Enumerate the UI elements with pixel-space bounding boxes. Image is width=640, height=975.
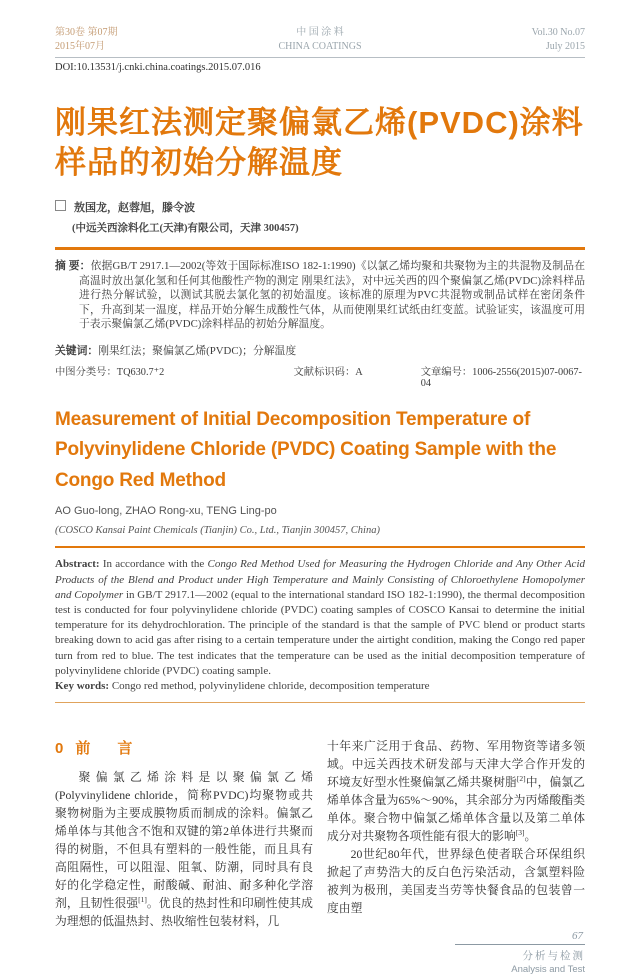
keywords-cn-text: 刚果红法；聚偏氯乙烯(PVDC)；分解温度 bbox=[98, 345, 297, 358]
keywords-en-label: Key words: bbox=[55, 679, 110, 692]
article-id: 文章编号：1006-2556(2015)07-0067-04 bbox=[420, 366, 582, 389]
abstract-cn bbox=[55, 259, 585, 332]
header-divider bbox=[55, 57, 585, 58]
header-date-cn: 2015年07月 bbox=[55, 41, 105, 52]
abstract-en-body: in GB/T 2917.1—2002 (equal to the international standard ISO 182-1:1990), the thermal decomposition test is conducted for four polyvinylidene chloride (PVDC) coating samples of COSCO Kansai to determine the initial temperature for its dehydrochloration. The principle of the standard is that the sample of PVC blend or product starts breaking down to acid gas after rising to a certain temperature under the airtight condition, making the Congo red paper turn from red to blue. The test indicates that the temperature can be used as the initial decomposition temperature of polyvinylidene chloride (PVDC) coating sample. bbox=[55, 588, 585, 677]
paragraph-intro-left: 聚偏氯乙烯涂料是以聚偏氯乙烯(Polyvinylidene chloride，简称PVDC)均聚物或共聚物树脂为主要成膜物质而制成的涂料。偏氯乙烯单体与其他含不饱和双键的第2单体进行共聚而得的树脂，不但具有塑料的一般性能，而且具有高阻隔性，可以阻湿、阻氧、防潮，同时具有良好的化学稳定性，耐酸碱、耐油、耐多种化学溶剂，且韧性很强[1]。优良的热封性和印刷性使其成为理想的低温热封、热收缩性包装材料，几 bbox=[55, 770, 313, 929]
abstract-en-standard-title: Congo Red Method Used for Measuring the Hydrogen Chloride and Any Other Acid Products of the Blend and Product under High Temperature and Mainly Consisting of Chloroethylene Homopolymer and Copolymer bbox=[55, 558, 585, 601]
clc-number: 中图分类号：TQ630.7⁺2 bbox=[55, 366, 165, 378]
abstract-en-top-rule bbox=[55, 546, 585, 548]
keywords-en bbox=[55, 679, 585, 694]
journal-name-en: CHINA COATINGS bbox=[278, 41, 362, 52]
authors-cn-row bbox=[55, 199, 585, 215]
keywords-cn bbox=[55, 344, 585, 359]
keywords-cn-label: 关键词： bbox=[55, 345, 99, 358]
paragraph-intro-right-continuation: 十年来广泛用于食品、药物、军用物资等诸多领域。中远关西技术研发部与天津大学合作开发的环境友好型水性聚偏氯乙烯共聚树脂[2]中，偏氯乙烯单体含量为65%～90%，其余部分为丙烯酸酯类单体。聚合物中偏氯乙烯单体含量以及第二单体成分对共聚物各项性能有很大的影响[3]。 bbox=[327, 739, 585, 844]
footer-divider bbox=[455, 944, 585, 945]
section-title: 前 言 bbox=[75, 740, 139, 758]
header-journal-name-block bbox=[232, 26, 409, 54]
affiliation-cn: (中远关西涂料化工(天津)有限公司，天津 300457) bbox=[72, 223, 299, 234]
footer-column-name-en: Analysis and Test bbox=[511, 964, 585, 975]
page-number: 67 bbox=[572, 930, 583, 943]
abstract-en bbox=[55, 557, 585, 679]
author-marker-square bbox=[55, 200, 66, 211]
abstract-cn-label: 摘 要： bbox=[55, 260, 91, 272]
body-columns bbox=[55, 737, 585, 930]
page-footer bbox=[435, 930, 585, 975]
meta-row bbox=[55, 363, 585, 389]
document-code: 文献标识码：A bbox=[293, 366, 363, 378]
header-volume-issue-en: Vol.30 No.07 bbox=[531, 27, 585, 38]
abstract-top-rule bbox=[55, 247, 585, 250]
authors-en: AO Guo-long, ZHAO Rong-xu, TENG Ling-po bbox=[55, 505, 277, 518]
keywords-bottom-rule bbox=[55, 702, 585, 703]
keywords-en-text: Congo red method, polyvinylidene chloride, decomposition temperature bbox=[109, 679, 430, 692]
paragraph-history: 20世纪80年代，世界绿色使者联合环保组织掀起了声势浩大的反白色污染活动，含氯塑料险被判为极刑，美国麦当劳等快餐食品的包装曾一度由塑 bbox=[327, 847, 585, 916]
body-column-left bbox=[55, 737, 313, 930]
header-vol-block bbox=[408, 26, 585, 54]
abstract-en-label: Abstract: bbox=[55, 558, 100, 571]
section-number: 0 bbox=[55, 740, 64, 758]
authors-cn: 敖国龙，赵蓉旭，滕令波 bbox=[74, 202, 195, 214]
header-date-en: July 2015 bbox=[545, 41, 585, 52]
header-volume-issue-cn: 第30卷 第07期 bbox=[55, 27, 118, 38]
section-heading-0 bbox=[55, 737, 313, 758]
affiliation-en: (COSCO Kansai Paint Chemicals (Tianjin) Co., Ltd., Tianjin 300457, China) bbox=[55, 525, 380, 537]
doi-line: DOI:10.13531/j.cnki.china.coatings.2015.07.016 bbox=[55, 62, 261, 73]
body-column-right bbox=[327, 737, 585, 930]
journal-header bbox=[55, 26, 585, 54]
header-issue-block bbox=[55, 26, 232, 54]
article-title-cn: 刚果红法测定聚偏氯乙烯(PVDC)涂料样品的初始分解温度 bbox=[55, 105, 584, 180]
footer-column-name-cn: 分析与检测 bbox=[522, 951, 585, 963]
article-title-en: Measurement of Initial Decomposition Temperature of Polyvinylidene Chloride (PVDC) Coating Sample with the Congo Red Method bbox=[55, 408, 557, 491]
abstract-cn-text: 依据GB/T 2917.1—2002(等效于国际标准ISO 182-1:1990)《以氯乙烯均聚和共聚物为主的共混物及制品在高温时放出氯化氢和任何其他酸性产物的测定 刚果红法》，对中远关西的四个聚偏氯乙烯(PVDC)涂料样品进行热分解试验，以测试其脱去氯化氢的初始温度。该标准的原理为PVC共混物或制品试样在密闭条件下，升高到某一温度，样品开始分解生成酸性气体，从而使刚果红试纸由红变蓝。试验证实，该温度可用于表示聚偏氯乙烯(PVDC)涂料样品的初始分解温度。 bbox=[79, 260, 585, 330]
journal-name-cn: 中 国 涂 料 bbox=[296, 27, 344, 38]
abstract-en-lead: In accordance with the bbox=[99, 558, 208, 571]
